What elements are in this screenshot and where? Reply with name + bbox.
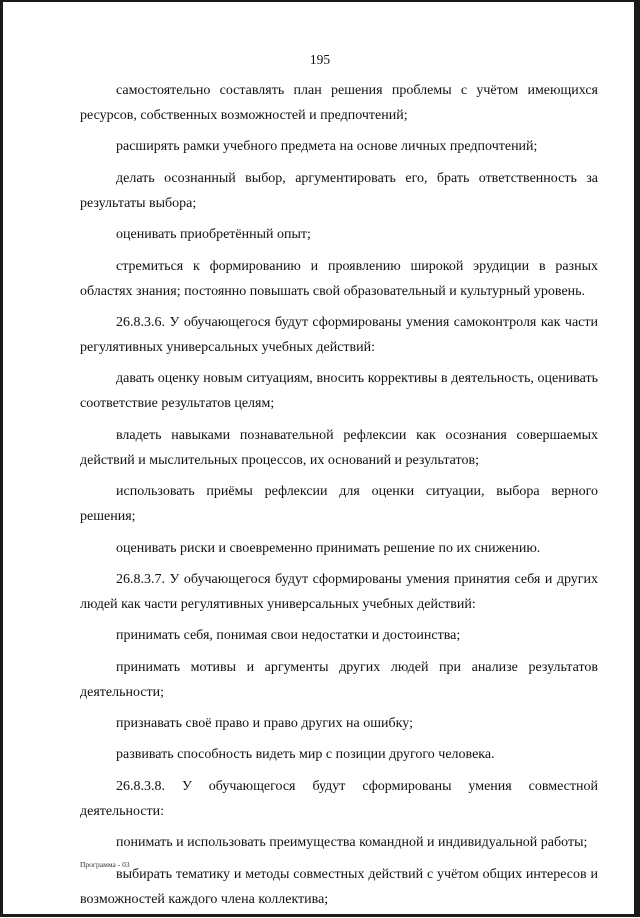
paragraph: владеть навыками познавательной рефлексии как осознания совершаемых действий и мыслительных процессов, их оснований и результатов; [80,427,598,468]
document-body [80,78,598,918]
paragraph: делать осознанный выбор, аргументировать его, брать ответственность за результаты выбора; [80,170,598,211]
scan-edge-left [0,0,3,917]
paragraph: принимать мотивы и аргументы других людей при анализе результатов деятельности; [80,659,598,700]
paragraph: самостоятельно составлять план решения проблемы с учётом имеющихся ресурсов, собственных возможностей и предпочтений; [80,83,598,123]
paragraph: принимать себя, понимая свои недостатки и достоинства; [116,628,461,644]
paragraph: расширять рамки учебного предмета на основе личных предпочтений; [116,139,538,155]
paragraph: оценивать приобретённый опыт; [116,227,311,243]
paragraph: оценивать риски и своевременно принимать решение по их снижению. [116,540,541,556]
paragraph: использовать приёмы рефлексии для оценки ситуации, выбора верного решения; [80,484,598,525]
page-number: 195 [309,52,331,67]
scan-edge-right [634,0,640,917]
section-heading-paragraph: 26.8.3.7. У обучающегося будут сформированы умения принятия себя и других людей как части регулятивных универсальных учебных действий: [80,571,598,612]
section-heading-paragraph: 26.8.3.6. У обучающегося будут сформированы умения самоконтроля как части регулятивных универсальных учебных действий: [80,314,598,355]
scan-edge-top [0,0,640,2]
paragraph: давать оценку новым ситуациям, вносить коррективы в деятельность, оценивать соответствие результатов целям; [80,371,598,412]
paragraph: понимать и использовать преимущества командной и индивидуальной работы; [116,835,588,851]
paragraph: признавать своё право и право других на ошибку; [116,716,413,732]
footer-program-label: Программа - 03 [80,860,130,869]
paragraph: выбирать тематику и методы совместных действий с учётом общих интересов и возможностей каждого члена коллектива; [80,866,598,907]
paragraph: стремиться к формированию и проявлению широкой эрудиции в разных областях знания; постоянно повышать свой образовательный и культурный уровень. [80,258,598,299]
section-heading-paragraph: 26.8.3.8. У обучающегося будут сформированы умения совместной деятельности: [80,778,598,819]
paragraph: развивать способность видеть мир с позиции другого человека. [116,747,495,763]
